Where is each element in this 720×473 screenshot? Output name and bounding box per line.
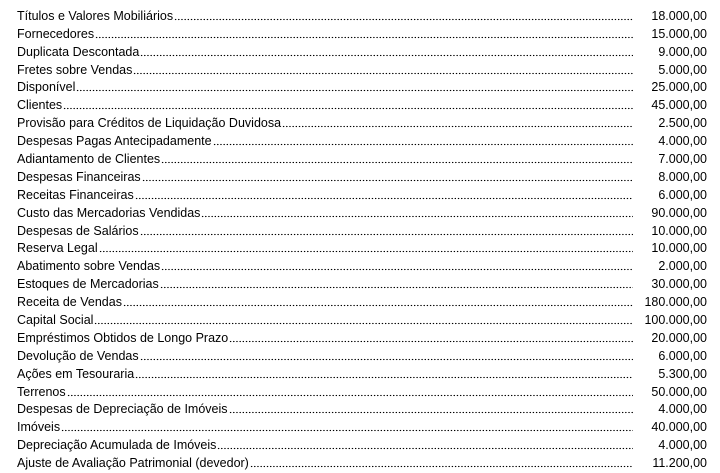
account-name: Provisão para Créditos de Liquidação Duvidosa <box>17 116 282 131</box>
account-name: Fretes sobre Vendas <box>17 62 133 77</box>
account-name: Clientes <box>17 98 63 113</box>
account-row <box>17 6 707 24</box>
account-amount: 25.000,00 <box>651 80 707 95</box>
account-balance-list <box>17 6 707 471</box>
account-row <box>17 24 707 42</box>
dot-leader <box>95 36 633 39</box>
account-amount: 30.000,00 <box>651 277 707 292</box>
dot-leader <box>140 233 633 236</box>
dot-leader <box>229 411 633 414</box>
account-row <box>17 400 707 418</box>
account-name: Ajuste de Avaliação Patrimonial (devedor) <box>17 456 249 471</box>
account-name: Despesas Financeiras <box>17 169 141 184</box>
account-row <box>17 60 707 78</box>
account-amount: 45.000,00 <box>651 98 707 113</box>
account-amount: 4.000,00 <box>658 438 707 453</box>
account-row <box>17 131 707 149</box>
account-name: Adiantamento de Clientes <box>17 152 161 167</box>
account-name: Despesas de Salários <box>17 223 139 238</box>
account-amount: 40.000,00 <box>651 420 707 435</box>
account-amount: 50.000,00 <box>651 384 707 399</box>
account-amount: 2.500,00 <box>658 116 707 131</box>
dot-leader <box>76 89 633 92</box>
account-amount: 20.000,00 <box>651 330 707 345</box>
account-amount: 6.000,00 <box>658 187 707 202</box>
dot-leader <box>142 179 633 182</box>
account-row <box>17 42 707 60</box>
account-amount: 180.000,00 <box>644 295 707 310</box>
account-name: Títulos e Valores Mobiliários <box>17 8 174 23</box>
account-name: Reserva Legal <box>17 241 98 256</box>
account-row <box>17 310 707 328</box>
account-amount: 10.000,00 <box>651 223 707 238</box>
account-row <box>17 453 707 471</box>
account-row <box>17 113 707 131</box>
dot-leader <box>140 54 633 57</box>
dot-leader <box>160 286 633 289</box>
dot-leader <box>67 394 633 397</box>
account-amount: 18.000,00 <box>651 8 707 23</box>
account-name: Imóveis <box>17 420 61 435</box>
account-name: Ações em Tesouraria <box>17 366 135 381</box>
account-row <box>17 95 707 113</box>
dot-leader <box>174 18 633 21</box>
account-name: Disponível <box>17 80 76 95</box>
account-row <box>17 382 707 400</box>
account-row <box>17 203 707 221</box>
account-name: Capital Social <box>17 313 94 328</box>
account-amount: 6.000,00 <box>658 348 707 363</box>
account-amount: 5.300,00 <box>658 366 707 381</box>
dot-leader <box>133 72 633 75</box>
account-amount: 4.000,00 <box>658 134 707 149</box>
account-name: Devolução de Vendas <box>17 348 139 363</box>
account-row <box>17 167 707 185</box>
account-name: Duplicata Descontada <box>17 44 140 59</box>
dot-leader <box>94 322 633 325</box>
account-amount: 8.000,00 <box>658 169 707 184</box>
dot-leader <box>217 447 633 450</box>
account-row <box>17 292 707 310</box>
account-amount: 5.000,00 <box>658 62 707 77</box>
dot-leader <box>135 376 633 379</box>
dot-leader <box>99 250 633 253</box>
dot-leader <box>63 107 633 110</box>
account-amount: 2.000,00 <box>658 259 707 274</box>
account-row <box>17 185 707 203</box>
account-row <box>17 364 707 382</box>
account-name: Terrenos <box>17 384 66 399</box>
dot-leader <box>161 161 633 164</box>
dot-leader <box>135 197 633 200</box>
account-row <box>17 328 707 346</box>
account-name: Abatimento sobre Vendas <box>17 259 161 274</box>
account-row <box>17 149 707 167</box>
account-row <box>17 221 707 239</box>
account-name: Estoques de Mercadorias <box>17 277 159 292</box>
account-row <box>17 346 707 364</box>
account-name: Custo das Mercadorias Vendidas <box>17 205 201 220</box>
account-name: Despesas de Depreciação de Imóveis <box>17 402 228 417</box>
account-row <box>17 274 707 292</box>
account-row <box>17 256 707 274</box>
dot-leader <box>213 143 633 146</box>
account-amount: 10.000,00 <box>651 241 707 256</box>
account-amount: 4.000,00 <box>658 402 707 417</box>
account-amount: 9.000,00 <box>658 44 707 59</box>
account-name: Receita de Vendas <box>17 295 122 310</box>
dot-leader <box>250 465 633 468</box>
account-amount: 90.000,00 <box>651 205 707 220</box>
dot-leader <box>282 125 633 128</box>
account-amount: 11.200,00 <box>652 456 707 471</box>
account-amount: 7.000,00 <box>658 152 707 167</box>
dot-leader <box>140 358 633 361</box>
account-row <box>17 435 707 453</box>
account-row <box>17 417 707 435</box>
account-amount: 100.000,00 <box>644 313 707 328</box>
account-name: Receitas Financeiras <box>17 187 134 202</box>
account-name: Empréstimos Obtidos de Longo Prazo <box>17 330 229 345</box>
dot-leader <box>61 429 633 432</box>
account-name: Depreciação Acumulada de Imóveis <box>17 438 217 453</box>
dot-leader <box>229 340 633 343</box>
dot-leader <box>201 215 633 218</box>
account-name: Despesas Pagas Antecipadamente <box>17 134 212 149</box>
account-name: Fornecedores <box>17 26 95 41</box>
account-row <box>17 239 707 257</box>
dot-leader <box>161 268 633 271</box>
dot-leader <box>123 304 633 307</box>
account-row <box>17 78 707 96</box>
account-amount: 15.000,00 <box>651 26 707 41</box>
